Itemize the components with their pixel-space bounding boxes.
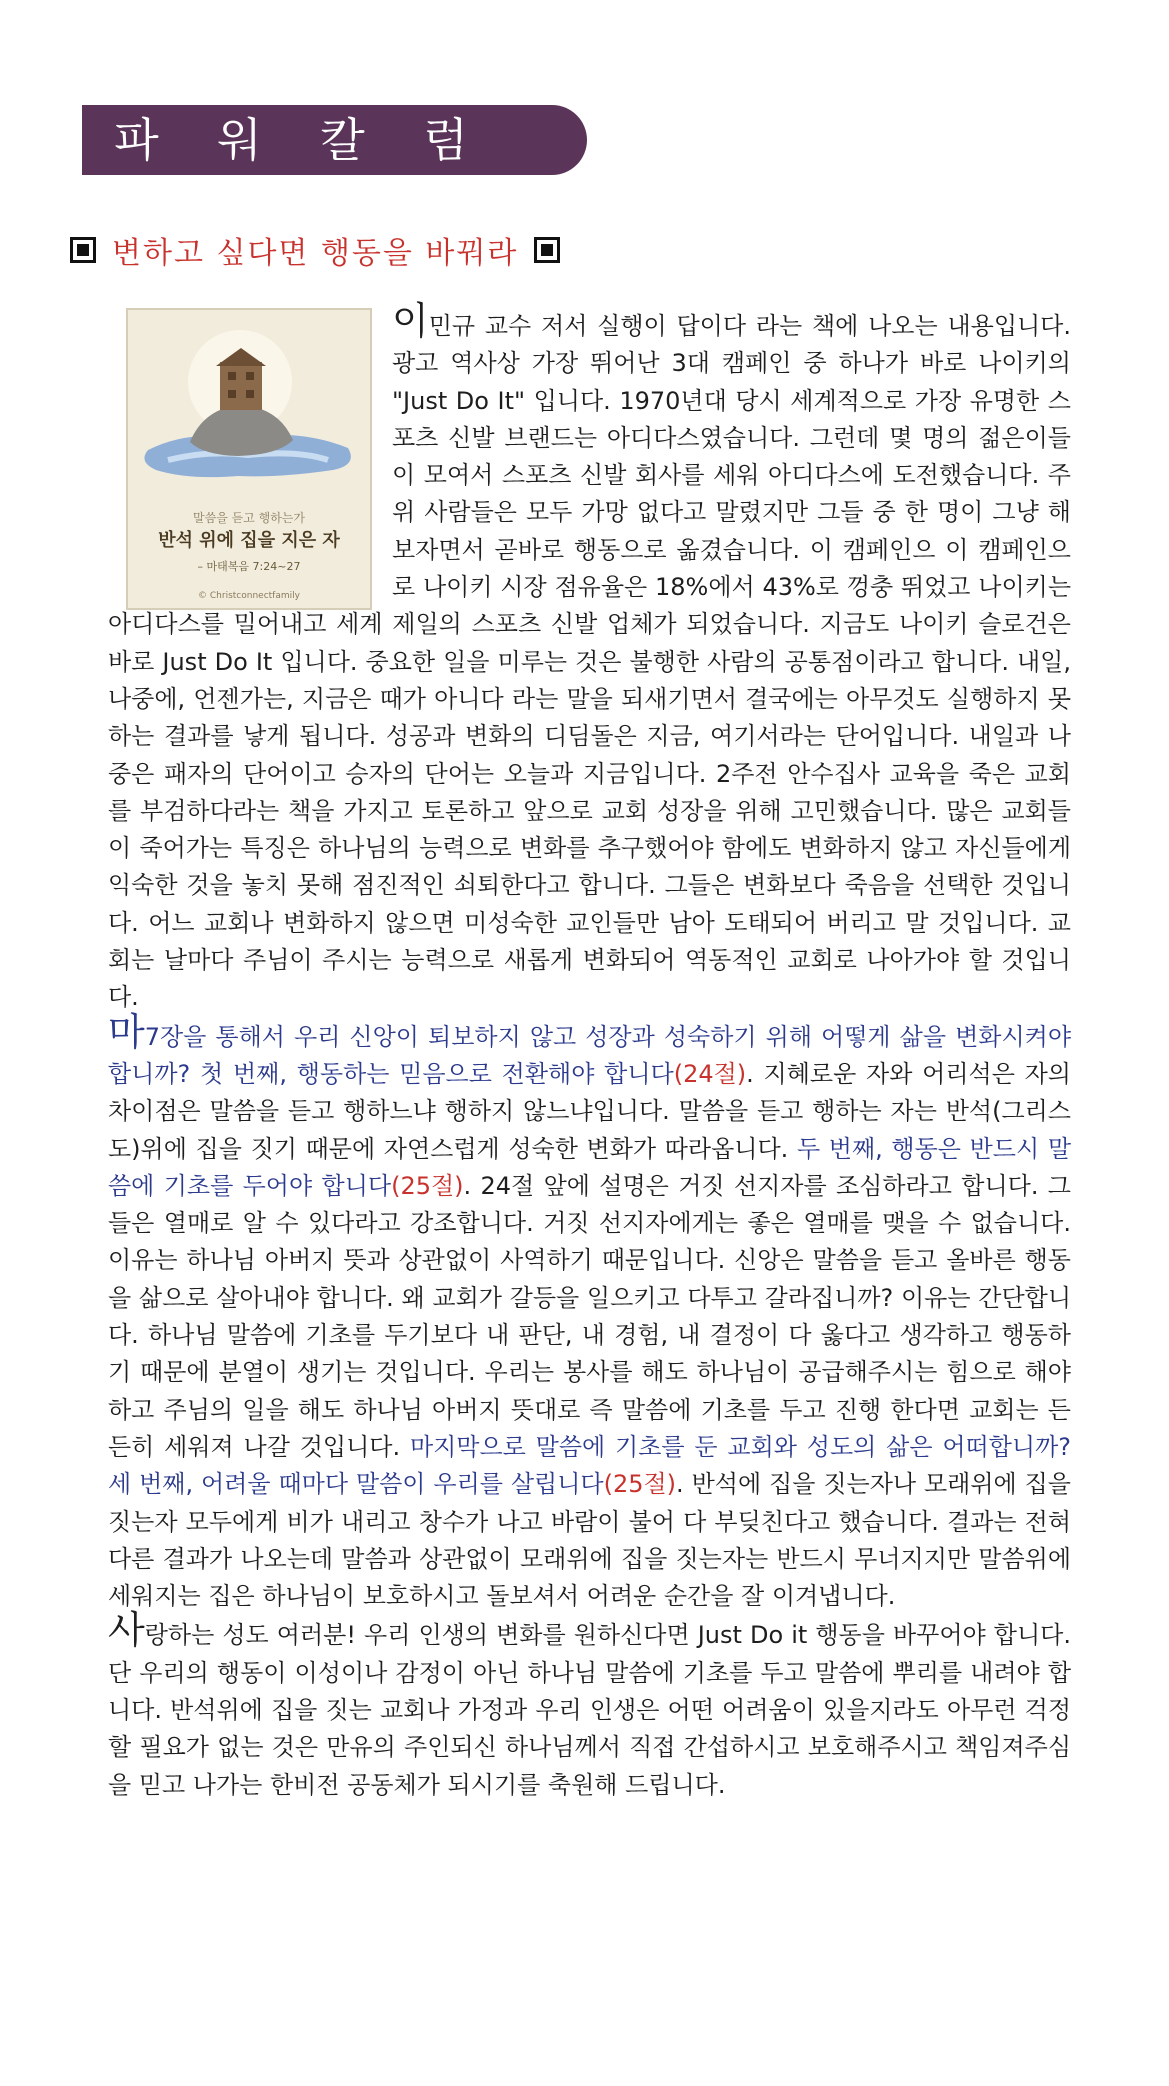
illustration-verse: – 마태복음 7:24~27 [197,560,301,573]
square-bullet-icon [534,237,560,263]
article-body [108,299,1072,1804]
banner-title: 파 워 칼 럼 [114,113,490,167]
square-bullet-icon [70,237,96,263]
verse-reference: (25절) [603,1470,677,1499]
paragraph-text: 민규 교수 저서 실행이 답이다 라는 책에 나오는 내용입니다. 광고 역사상 가장 뛰어난 3대 캠페인 중 하나가 바로 나이키의 "Just Do It" 입니다. 1970년대 당시 세계적으로 가장 유명한 스포츠 신발 브랜드는 아디다스였습니다. 그런데 몇 명의 젊은이들이 모여서 스포츠 신발 회사를 세워 아디다스에 도전했습니다. 주위 사람들은 모두 가망 없다고 말렸지만 그들 중 한 명이 그냥 해보자면서 곧바로 행동으로 옮겼습니다. 이 캠페인으 이 캠페인으로 나이키 시장 점유율은 18%에서 43%로 껑충 뛰었고 나이키는 아디다스를 밀어내고 세계 제일의 스포츠 신발 업체가 되었습니다. 지금도 나이키 슬로건은 바로 Just Do It 입니다. 중요한 일을 미루는 것은 불행한 사람의 공통점이라고 합니다. 내일, 나중에, 언젠가는, 지금은 때가 아니다 라는 말을 되새기면서 결국에는 아무것도 실행하지 못하는 결과를 낳게 됩니다. 성공과 변화의 디딤돌은 지금, 여기서라는 단어입니다. 내일과 나중은 패자의 단어이고 승자의 단어는 오늘과 지금입니다. 2주전 안수집사 교육을 죽은 교회를 부검하다라는 책을 가지고 토론하고 앞으로 교회 성장을 위해 고민했습니다. 많은 교회들이 죽어가는 특징은 하나님의 능력으로 변화를 추구했어야 함에도 변화하지 않고 자신들에게 익숙한 것을 놓치 못해 점진적인 쇠퇴한다고 합니다. 그들은 변화보다 죽음을 선택한 것입니다. 어느 교회나 변화하지 않으면 미성숙한 교인들만 남아 도태되어 버리고 말 것입니다. 교회는 날마다 주님이 주시는 능력으로 새롭게 변화되어 역동적인 교회로 나아가야 할 것입니다. [108,312,1071,1012]
illustration-credit: © Christconnectfamily [198,591,300,601]
verse-reference: (24절) [673,1059,747,1088]
verse-reference: (25절) [391,1171,464,1200]
drop-cap: 마 [108,1009,145,1054]
column-banner [82,105,587,175]
illustration-caption-main: 반석 위에 집을 지은 자 [158,530,340,551]
emphasis-point-3: 마지막으로 말씀에 기초를 둔 교회와 성도의 삶은 어떠합니까? 세 번째, 어려울 때마다 말씀이 우리를 살립니다 [108,1432,1071,1499]
paragraph-text: 랑하는 성도 여러분! 우리 인생의 변화를 원하신다면 Just Do it 행동을 바꾸어야 합니다. 단 우리의 행동이 이성이나 감정이 아닌 하나님 말씀에 기초를 두고 말씀에 뿌리를 내려야 합니다. 반석위에 집을 짓는 교회나 가정과 우리 인생은 어떤 어려움이 있을지라도 아무런 걱정할 필요가 없는 것은 만유의 주인되신 하나님께서 직접 간섭하시고 보호해주시고 책임져주심을 믿고 나가는 한비전 공동체가 되시기를 축원해 드립니다. [108,1621,1071,1799]
paragraph-closing [108,1608,1071,1803]
illustration-caption-small: 말씀을 듣고 행하는가 [193,511,305,525]
drop-cap: 이 [392,299,429,343]
emphasis-point-1: 7장을 통해서 우리 신앙이 퇴보하지 않고 성장과 성숙하기 위해 어떻게 삶을 변화시켜야 합니까? 첫 번째, 행동하는 믿음으로 전환해야 합니다 [108,1022,1071,1088]
paragraph-text: . 24절 앞에 설명은 거짓 선지자를 조심하라고 합니다. 그들은 열매로 알 수 있다라고 강조합니다. 거짓 선지자에게는 좋은 열매를 맺을 수 없습니다. 이유는 하나님 아버지 뜻과 상관없이 사역하기 때문입니다. 신앙은 말씀을 듣고 올바른 행동을 삶으로 살아내야 합니다. 왜 교회가 갈등을 일으키고 다투고 갈라집니까? 이유는 간단합니다. 하나님 말씀에 기초를 두기보다 내 판단, 내 경험, 내 결정이 다 옳다고 생각하고 행동하기 때문에 분열이 생기는 것입니다. 우리는 봉사를 해도 하나님이 공급해주시는 힘으로 해야하고 주님의 일을 해도 하나님 아버지 뜻대로 즉 말씀에 기초를 두고 진행 한다면 교회는 든든히 세워져 나갈 것입니다. [108,1171,1071,1461]
paragraph-scripture [108,1009,1072,1616]
drop-cap: 사 [108,1608,145,1653]
article-title: 변하고 싶다면 행동을 바꿔라 [112,236,519,271]
emphasis-point-2: 두 번째, 행동은 반드시 말씀에 기초를 두어야 합니다 [108,1134,1072,1200]
paragraph-text: . 지혜로운 자와 어리석은 자의 차이점은 말씀을 듣고 행하느냐 행하지 않느냐입니다. 말씀을 듣고 행하는 자는 반석(그리스도)위에 집을 짓기 때문에 자연스럽게 성숙한 변화가 따라옵니다. [108,1059,1071,1163]
paragraph-text: . 반석에 집을 짓는자나 모래위에 집을 짓는자 모두에게 비가 내리고 창수가 나고 바람이 불어 다 부딪친다고 했습니다. 결과는 전혀 다른 결과가 나오는데 말씀과 상관없이 모래위에 집을 짓는자는 반드시 무너지지만 말씀위에 세워지는 집은 하나님이 보호하시고 돌보셔서 어려운 순간을 잘 이겨냅니다. [108,1470,1071,1611]
article-heading [70,228,560,272]
